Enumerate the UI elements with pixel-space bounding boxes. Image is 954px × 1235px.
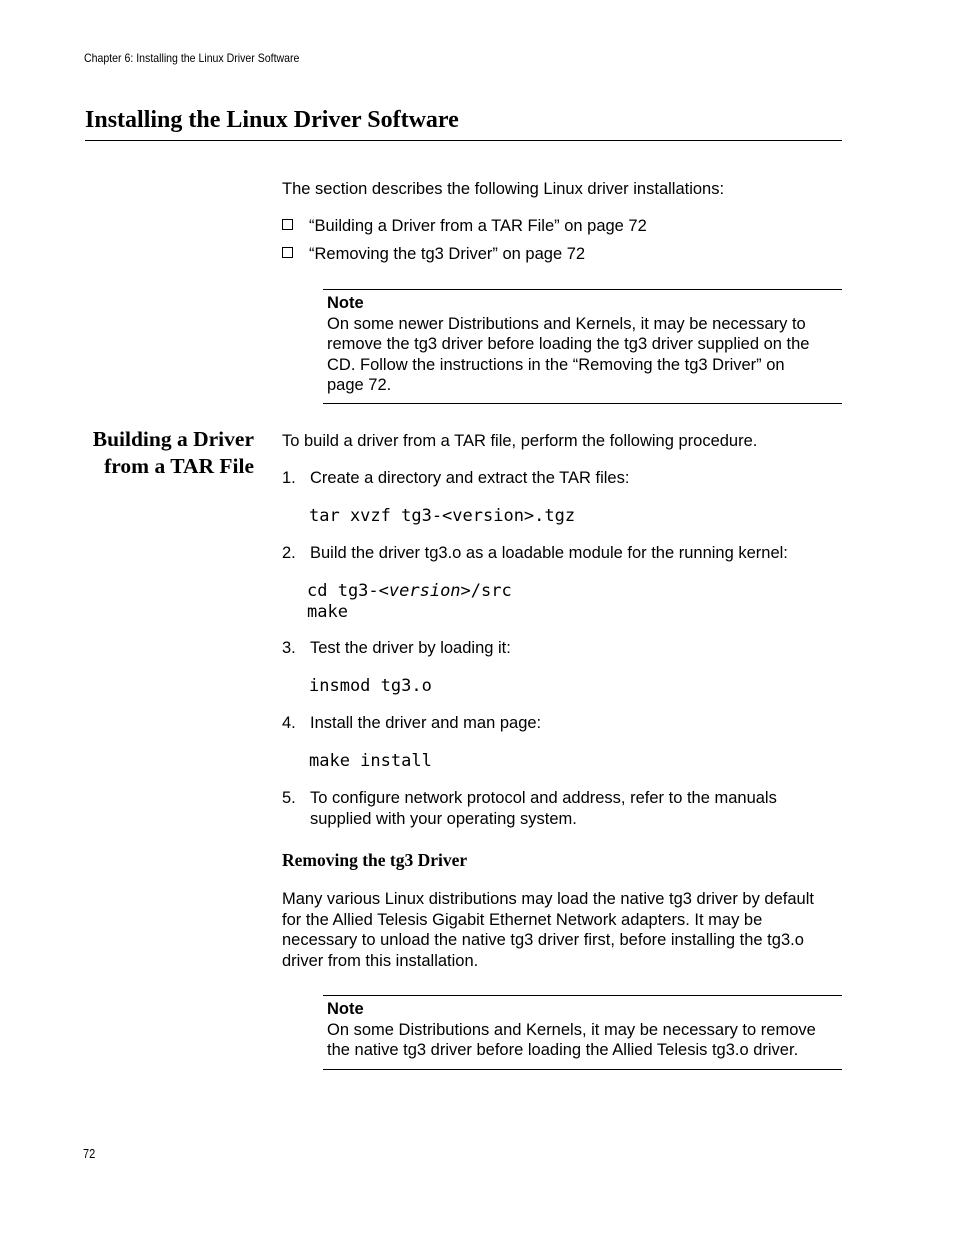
section-heading-line: from a TAR File bbox=[104, 454, 254, 478]
section-intro: To build a driver from a TAR file, perform the following procedure. bbox=[282, 432, 758, 450]
intro-text: The section describes the following Linux driver installations: bbox=[282, 180, 725, 198]
code-block bbox=[307, 581, 512, 622]
step-number: 4. bbox=[282, 714, 296, 732]
checkbox-bullet-icon bbox=[282, 247, 293, 258]
checkbox-bullet-icon bbox=[282, 219, 293, 230]
code-block: make install bbox=[309, 751, 432, 771]
step-text: supplied with your operating system. bbox=[310, 809, 577, 828]
step-number: 5. bbox=[282, 789, 296, 807]
subsection-heading: Removing the tg3 Driver bbox=[282, 850, 468, 870]
note-box bbox=[323, 995, 842, 1070]
bullet-item bbox=[282, 244, 585, 265]
note-line: On some newer Distributions and Kernels, it may be necessary to bbox=[327, 314, 806, 333]
section-heading-line: Building a Driver bbox=[92, 427, 254, 451]
bullet-link-text: “Removing the tg3 Driver” on page 72 bbox=[309, 245, 586, 263]
paragraph-line: driver from this installation. bbox=[282, 951, 479, 970]
step-text: To configure network protocol and address, refer to the manuals bbox=[310, 789, 777, 807]
code-fragment: cd tg3- bbox=[307, 581, 379, 601]
page-title: Installing the Linux Driver Software bbox=[85, 107, 459, 133]
step-text: Create a directory and extract the TAR files: bbox=[310, 469, 630, 487]
page-number: 72 bbox=[83, 1147, 96, 1161]
note-line: CD. Follow the instructions in the “Removing the tg3 Driver” on bbox=[327, 355, 785, 374]
note-box bbox=[323, 289, 842, 404]
paragraph-line: necessary to unload the native tg3 driver first, before installing the tg3.o bbox=[282, 931, 804, 949]
code-placeholder: <version> bbox=[378, 581, 471, 601]
code-fragment: make bbox=[307, 601, 348, 622]
paragraph-line: for the Allied Telesis Gigabit Ethernet Network adapters. It may be bbox=[282, 910, 763, 929]
code-block: tar xvzf tg3-<version>.tgz bbox=[309, 506, 576, 526]
bullet-link-text: “Building a Driver from a TAR File” on page 72 bbox=[309, 217, 647, 235]
note-line: the native tg3 driver before loading the Allied Telesis tg3.o driver. bbox=[327, 1041, 799, 1059]
paragraph-line: Many various Linux distributions may load the native tg3 driver by default bbox=[282, 890, 814, 908]
note-label: Note bbox=[327, 1000, 364, 1018]
step-number: 3. bbox=[282, 639, 296, 657]
step-number: 2. bbox=[282, 544, 296, 562]
section-heading bbox=[93, 426, 254, 480]
code-fragment: /src bbox=[470, 581, 512, 601]
note-line: remove the tg3 driver before loading the tg3 driver supplied on the bbox=[327, 335, 810, 353]
step-text: Install the driver and man page: bbox=[310, 714, 542, 732]
note-line: page 72. bbox=[327, 376, 392, 394]
paragraph bbox=[282, 889, 814, 971]
title-rule bbox=[85, 140, 842, 141]
step-text: Build the driver tg3.o as a loadable module for the running kernel: bbox=[310, 544, 788, 562]
code-block: insmod tg3.o bbox=[309, 676, 432, 696]
step-text: Test the driver by loading it: bbox=[310, 639, 511, 657]
running-header: Chapter 6: Installing the Linux Driver Software bbox=[84, 51, 300, 65]
bullet-item bbox=[282, 216, 647, 237]
note-line: On some Distributions and Kernels, it may be necessary to remove bbox=[327, 1020, 816, 1039]
step-number: 1. bbox=[282, 469, 296, 487]
note-label: Note bbox=[327, 294, 364, 312]
